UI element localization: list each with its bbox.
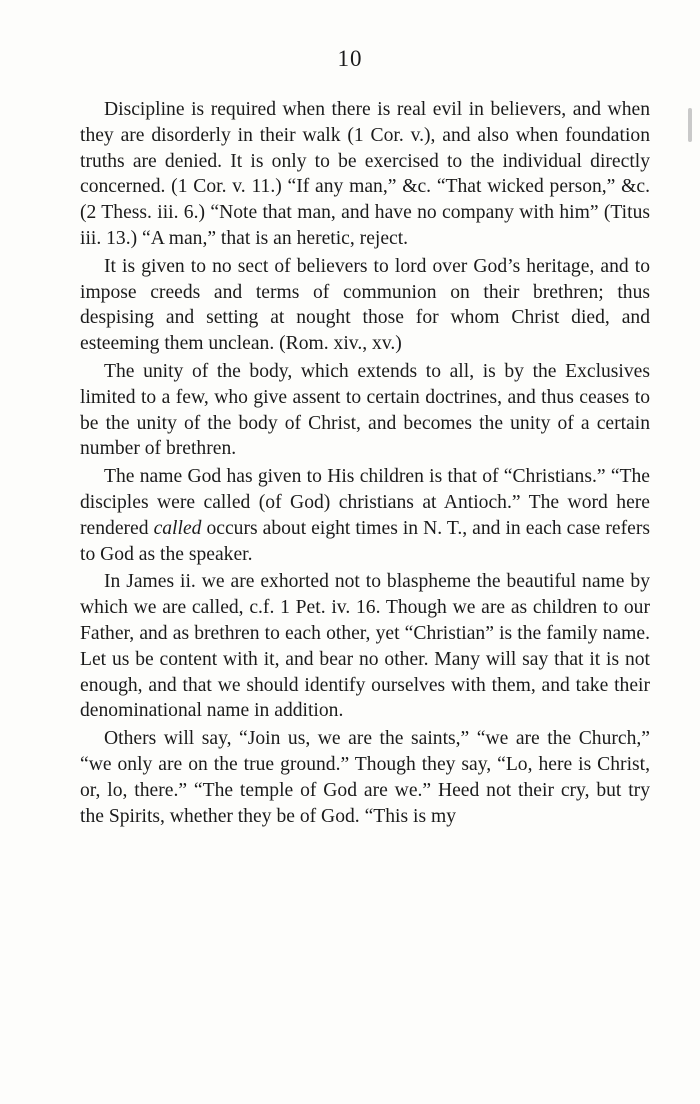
- paragraph-others: Others will say, “Join us, we are the saints,” “we are the Church,” “we only are on the true ground.” Though they say, “Lo, here is Christ, or, lo, there.” “The temple of God are we.” Heed not their cry, but try the Spirits, whether they be of God. “This is my: [80, 728, 650, 827]
- paragraph-name-christians-end: occurs about eight times in N. T., and in each case refers to God as the speaker.: [80, 517, 650, 565]
- paragraph-unity: The unity of the body, which extends to all, is by the Exclusives limited to a few, who give assent to certain doctrines, and thus ceases to be the unity of the body of Christ, and becomes the unity of a certain number of brethren.: [80, 360, 650, 460]
- italic-called: called: [153, 517, 202, 539]
- body-text: [80, 97, 650, 831]
- paragraph-name-christians-start: The name God has given to His children is that of “Christians.” “The disciples were called (of God) christians at Antioch.” The word here rendered: [80, 466, 650, 539]
- paragraph-james: In James ii. we are exhorted not to blaspheme the beautiful name by which we are called, c.f. 1 Pet. iv. 16. Though we are as children to our Father, and as brethren to each other, yet “Christian” is the family name. Let us be content with it, and bear no other. Many will say that it is not enough, and that we should identify ourselves with them, and take their denominational name in addition.: [80, 571, 650, 722]
- paragraph-sect: It is given to no sect of believers to lord over God’s heritage, and to impose creeds and terms of communion on their brethren; thus despising and setting at nought those for whom Christ died, and esteeming them unclean. (Rom. xiv., xv.): [80, 255, 650, 355]
- paragraph-discipline: Discipline is required when there is real evil in believers, and when they are disorderly in their walk (1 Cor. v.), and also when foundation truths are denied. It is only to be exercised to the individual directly concerned. (1 Cor. v. 11.) “If any man,” &c. “That wicked person,” &c. (2 Thess. iii. 6.) “Note that man, and have no company with him” (Titus iii. 13.) “A man,” that is an heretic, reject.: [80, 99, 650, 249]
- page-number: 10: [337, 46, 363, 71]
- page-edge-mark: [688, 108, 692, 142]
- paragraph-name-christians: [80, 464, 650, 567]
